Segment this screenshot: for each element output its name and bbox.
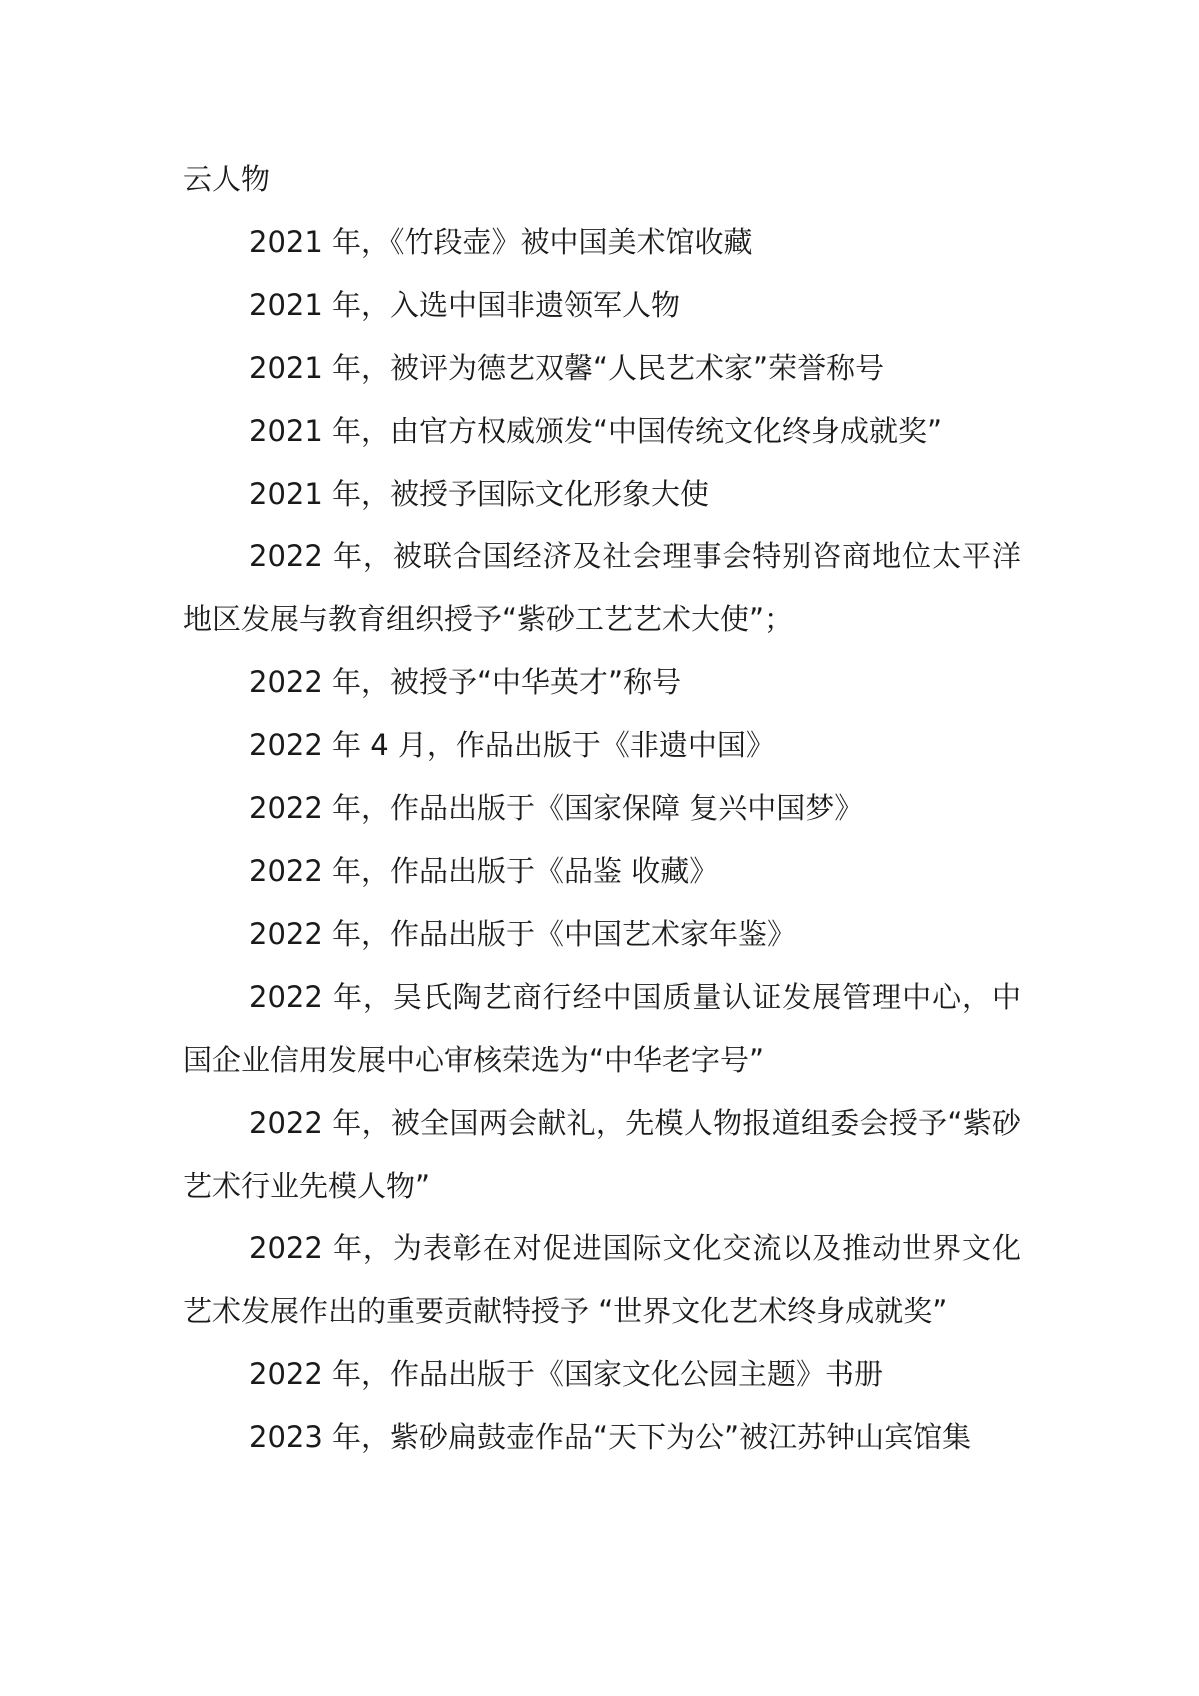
paragraph-2021-peoples-artist: 2021 年，被评为德艺双馨“人民艺术家”荣誉称号 [249, 350, 885, 385]
paragraph-2022-world-award: 2022 年，为表彰在对促进国际文化交流以及推动世界文化艺术发展作出的重要贡献特授予 “世界文化艺术终身成就奖” [183, 1231, 1021, 1329]
paragraph-2022-model-figure: 2022 年，被全国两会献礼，先模人物报道组委会授予“紫砂艺术行业先模人物” [183, 1105, 1021, 1203]
paragraph-2021-leader: 2021 年，入选中国非遗领军人物 [249, 287, 681, 322]
paragraph-2022-elite: 2022 年，被授予“中华英才”称号 [249, 665, 682, 700]
paragraph-2022-publication-yearbook: 2022 年，作品出版于《中国艺术家年鉴》 [249, 916, 797, 951]
paragraph-continuation: 云人物 [183, 162, 271, 196]
paragraph-2022-april-publication: 2022 年 4 月，作品出版于《非遗中国》 [249, 728, 775, 763]
paragraph-2021-lifetime-award: 2021 年，由官方权威颁发“中国传统文化终身成就奖” [249, 413, 943, 448]
paragraph-2023-collection: 2023 年，紫砂扁鼓壶作品“天下为公”被江苏钟山宾馆集 [249, 1420, 972, 1455]
paragraph-2022-publication-collection: 2022 年，作品出版于《品鉴 收藏》 [249, 853, 719, 888]
document-body [183, 148, 1021, 1469]
paragraph-2021-collection: 2021 年，《竹段壶》被中国美术馆收藏 [249, 224, 753, 259]
paragraph-2022-un-ambassador: 2022 年，被联合国经济及社会理事会特别咨商地位太平洋地区发展与教育组织授予“紫砂工艺艺术大使”； [183, 539, 1021, 637]
paragraph-2022-publication-dream: 2022 年，作品出版于《国家保障 复兴中国梦》 [249, 791, 864, 826]
paragraph-2021-ambassador: 2021 年，被授予国际文化形象大使 [249, 476, 710, 511]
paragraph-2022-time-honored-brand: 2022 年，吴氏陶艺商行经中国质量认证发展管理中心，中国企业信用发展中心审核荣选为“中华老字号” [183, 979, 1021, 1077]
paragraph-2022-publication-park: 2022 年，作品出版于《国家文化公园主题》书册 [249, 1357, 884, 1392]
